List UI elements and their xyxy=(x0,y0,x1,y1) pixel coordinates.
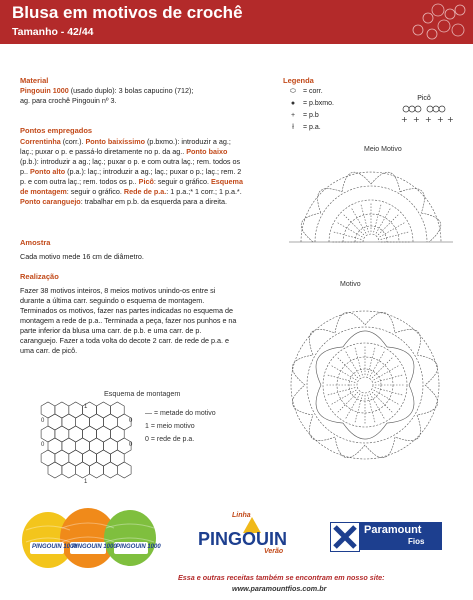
stitches-body: Correntinha (corr.). Ponto baixíssimo (p.bxmo.): introduzir a ag.; laç.; puxar o p. e passá-lo diretamente no p. da ag.. Ponto baixo (p.b.): introduzir a ag.; laç.; puxar o p. e com outra laç.; rem. todos os p.. Ponto alto (p.a.): laç.; introduzir a ag.; laç.; puxar o p.; laç.; rem. 2 p. e com outra laç.; rem. todos os p.. Picô: seguir o gráfico. Esquema de montagem: seguir o gráfico. Rede de p.a.: 1 p.a.;* 1 corr.; 1 p.a.*. Ponto caranguejo: trabalhar em p.b. da esquerda para a direita. xyxy=(20,137,243,206)
yarn-label-2: PINGOUIN 1000 xyxy=(72,544,117,550)
pico-symbol-icon xyxy=(394,102,454,132)
legend-item-pa: ł = p.a. xyxy=(283,124,321,131)
yarn-brand: Pingouin 1000 xyxy=(20,86,69,95)
meio-motivo-label: Meio Motivo xyxy=(364,146,402,153)
stitches-section xyxy=(20,126,244,207)
yarn-label-1: PINGOUIN 1000 xyxy=(32,544,77,550)
full-motif-diagram xyxy=(270,290,460,480)
material-section xyxy=(20,76,242,106)
footer-text: Essa e outras receitas também se encontram em nosso site: xyxy=(178,573,385,582)
realizacao-heading: Realização xyxy=(20,272,59,281)
material-heading: Material xyxy=(20,76,49,85)
half-motif-diagram xyxy=(286,150,456,250)
paramount-logo: Paramount Fios xyxy=(330,522,442,552)
amostra-section xyxy=(20,238,242,262)
crochet-border-decoration xyxy=(398,2,468,42)
montagem-title: Esquema de montagem xyxy=(104,389,181,398)
svg-text:1: 1 xyxy=(84,479,88,485)
montagem-diagram xyxy=(38,400,138,486)
yarn-balls-image xyxy=(18,502,168,570)
page-title: Blusa em motivos de crochê xyxy=(12,3,243,22)
legend-item-corr: ⬭ = corr. xyxy=(283,88,323,96)
montagem-legend-3: 0 = rede de p.a. xyxy=(145,436,195,443)
montagem-legend-1: — = metade do motivo xyxy=(145,410,216,417)
amostra-heading: Amostra xyxy=(20,238,51,247)
montagem-legend-2: 1 = meio motivo xyxy=(145,423,195,430)
pingouin-logo: Linha PINGOUIN Verão xyxy=(198,512,288,555)
motivo-label: Motivo xyxy=(340,281,361,288)
pico-legend xyxy=(394,95,454,134)
legend-item-pb: + = p.b xyxy=(283,112,319,119)
yarn-label-3: PINGOUIN 1000 xyxy=(116,544,161,550)
paramount-x-icon xyxy=(330,522,360,552)
svg-text:0: 0 xyxy=(129,442,133,448)
svg-text:1: 1 xyxy=(84,404,88,410)
chain-oval-icon: ⬭ xyxy=(290,88,296,95)
pico-label: Picô xyxy=(417,95,431,102)
footer-url[interactable]: www.paramountfios.com.br xyxy=(232,584,327,593)
stitches-heading: Pontos empregados xyxy=(20,126,93,135)
svg-text:+: + xyxy=(437,115,444,124)
realizacao-section xyxy=(20,272,240,356)
svg-text:+: + xyxy=(401,115,408,124)
svg-text:0: 0 xyxy=(129,418,133,424)
double-crochet-t-icon: ł xyxy=(292,124,294,131)
svg-text:+: + xyxy=(447,115,454,124)
legend-heading: Legenda xyxy=(283,76,314,85)
needle-text: ag. para crochê Pingouin nº 3. xyxy=(20,96,117,105)
realizacao-text: Fazer 38 motivos inteiros, 8 meios motivos unindo-os entre si durante a última carr. seguindo o esquema de montagem. Terminados os motivos, fazer nas partes indicadas no esquema de montagem a rede de p.a.. Terminada a peça, fazer nos punhos e na parte inferior da blusa uma carr. de p.b. e uma carr. de p. caranguejo. Fazer a toda volta do decote 2 carr. de rede de p.a. e uma carr. de picô. xyxy=(20,286,237,355)
page-subtitle: Tamanho - 42/44 xyxy=(12,26,94,38)
yarn-text: (usado duplo): 3 bolas capucino (712); xyxy=(68,86,194,95)
legend-item-pbxmo: ● = p.bxmo. xyxy=(283,100,334,107)
svg-text:0: 0 xyxy=(41,418,45,424)
svg-text:0: 0 xyxy=(41,442,45,448)
page-header xyxy=(0,0,473,44)
single-crochet-plus-icon: + xyxy=(290,112,296,119)
svg-text:+: + xyxy=(413,115,420,124)
svg-text:+: + xyxy=(425,115,432,124)
amostra-text: Cada motivo mede 16 cm de diâmetro. xyxy=(20,252,144,261)
slip-stitch-dot-icon: ● xyxy=(290,100,296,107)
